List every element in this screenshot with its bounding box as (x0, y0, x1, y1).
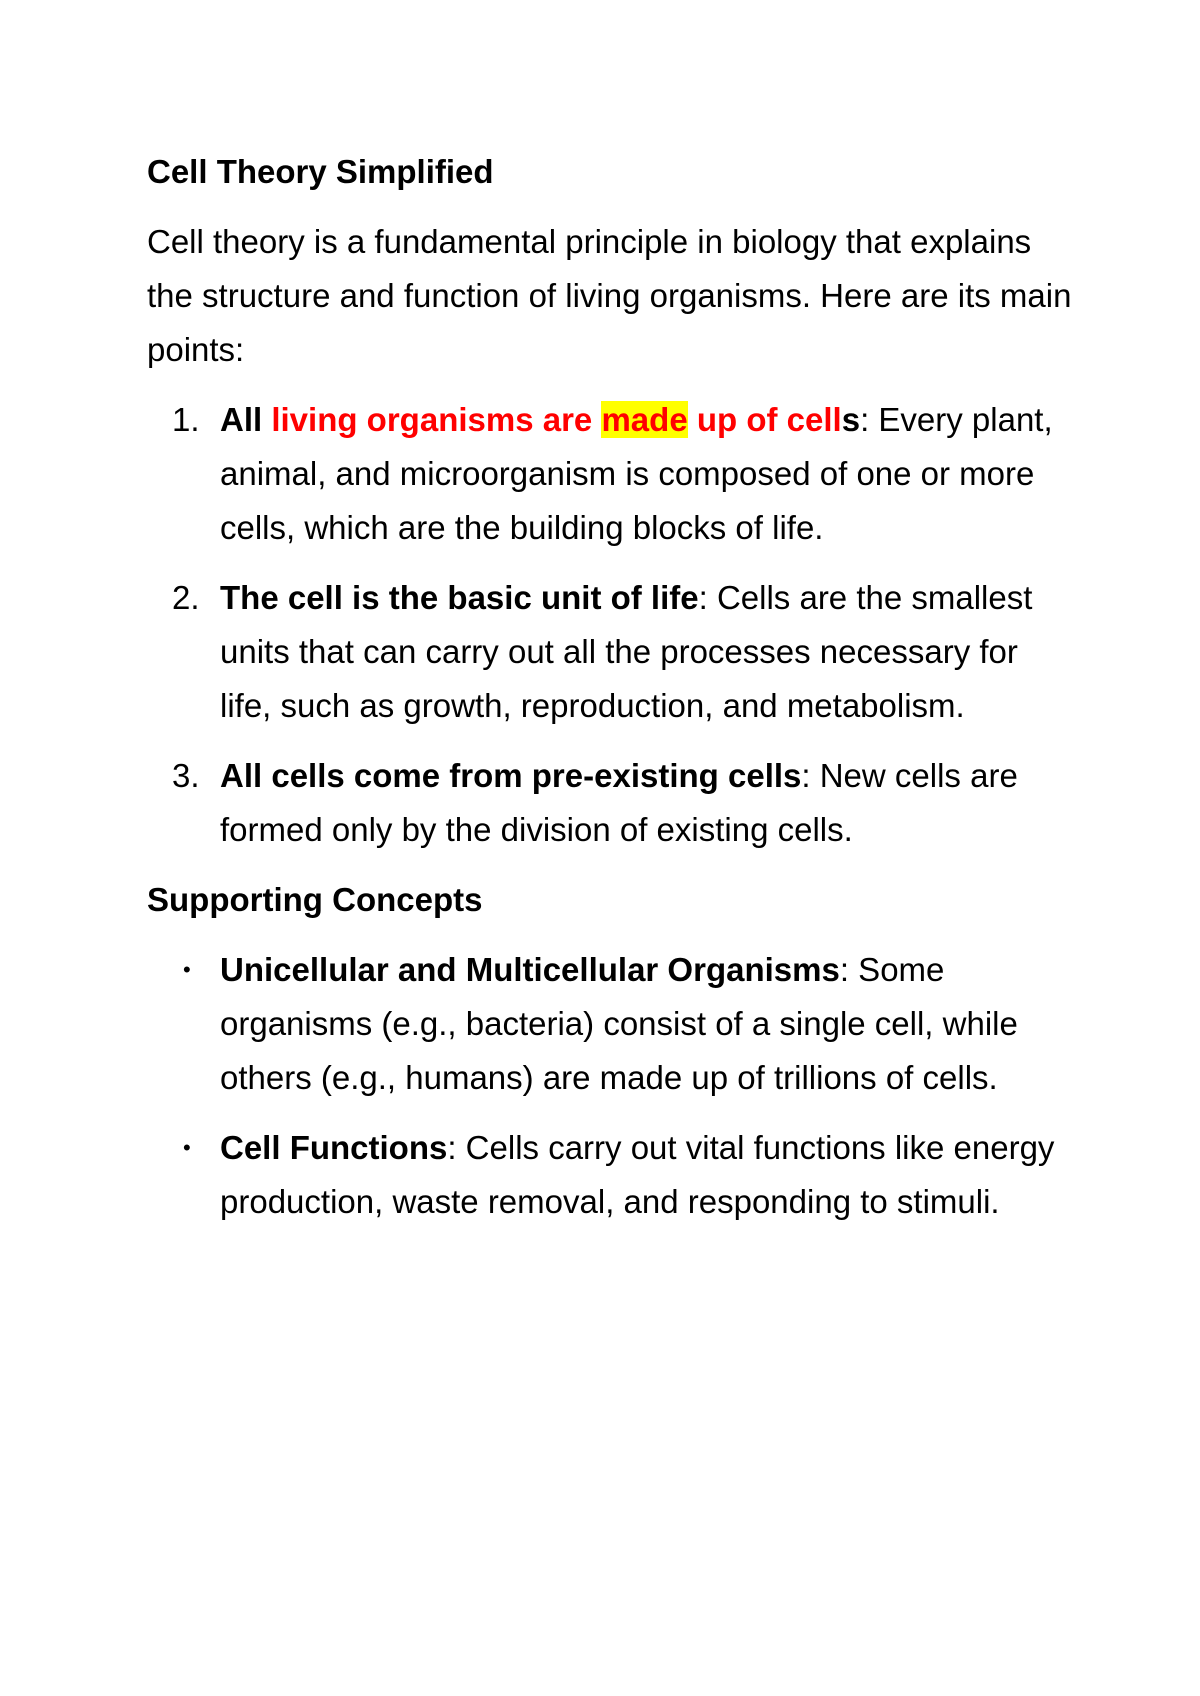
highlighted-word: made (601, 401, 688, 438)
point-item-3 (147, 749, 1077, 857)
cell-theory-points (147, 393, 1077, 857)
point-number: 3. (172, 757, 200, 794)
point-number: 1. (172, 401, 200, 438)
supporting-lead: Cell Functions (220, 1129, 448, 1166)
point-lead: All cells come from pre-existing cells (220, 757, 802, 794)
supporting-body: : Some organisms (e.g., bacteria) consist of a single cell, while others (e.g., humans) are made up of trillions of cells. (220, 951, 1018, 1096)
bullet-icon: • (183, 1135, 191, 1160)
document-body (147, 145, 1077, 1245)
intro-paragraph: Cell theory is a fundamental principle in biology that explains the structure and function of living organisms. Here are its main points: (147, 223, 1072, 368)
point-body: : Every plant, animal, and microorganism is composed of one or more cells, which are the building blocks of life. (220, 401, 1053, 546)
point-lead-red-text: living organisms are (271, 401, 602, 438)
point-lead: The cell is the basic unit of life (220, 579, 699, 616)
supporting-concepts-list (147, 943, 1077, 1229)
point-lead-tail: s (841, 401, 861, 438)
point-item-1 (147, 393, 1077, 555)
supporting-concepts-heading: Supporting Concepts (147, 881, 483, 918)
supporting-lead: Unicellular and Multicellular Organisms (220, 951, 840, 988)
point-body: : New cells are formed only by the division of existing cells. (220, 757, 1018, 848)
point-number: 2. (172, 579, 200, 616)
point-item-2 (147, 571, 1077, 733)
document-title: Cell Theory Simplified (147, 153, 494, 190)
supporting-body: : Cells carry out vital functions like energy production, waste removal, and responding to stimuli. (220, 1129, 1055, 1220)
point-body: : Cells are the smallest units that can carry out all the processes necessary for life, such as growth, reproduction, and metabolism. (220, 579, 1033, 724)
bullet-icon: • (183, 957, 191, 982)
point-lead-all: All (220, 401, 272, 438)
point-lead-red-text-2: up of cell (687, 401, 842, 438)
supporting-item-2 (147, 1121, 1077, 1229)
supporting-item-1 (147, 943, 1077, 1105)
